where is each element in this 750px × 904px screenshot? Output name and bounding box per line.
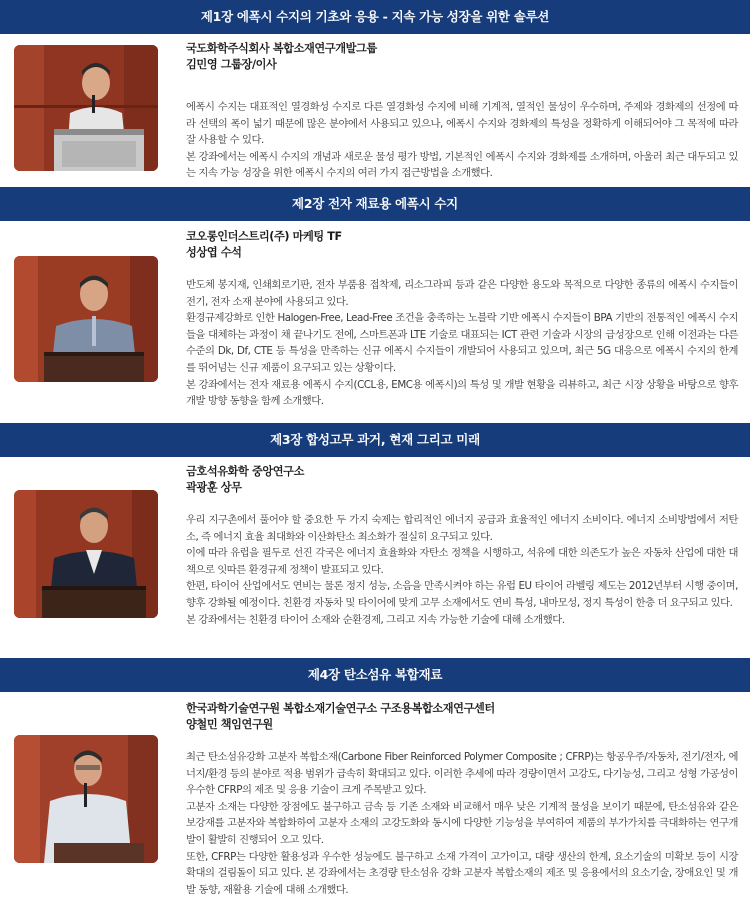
speaker-name: 곽광훈 상무 [186,481,242,494]
section-4-title: 제4장 탄소섬유 복합재료 [0,658,750,692]
paragraph: 본 강좌에서는 에폭시 수지의 개념과 새로운 물성 평가 방법, 기본적인 에폭시 수지와 경화제를 소개하며, 아울러 최근 대두되고 있는 지속 가능 성장을 위한 에폭시 수지의 여러 가지 접근방법을 소개했다. [186,150,738,180]
speaker-name: 양철민 책임연구원 [186,718,273,731]
paragraph: 우리 지구촌에서 풀어야 할 중요한 두 가지 숙제는 합리적인 에너지 공급과 효율적인 에너지 소비이다. 에너지 소비방법에서 저탄소, 즉 에너지 효율 최대화와 이산화탄소 최소화가 절실히 요구되고 있다. [186,514,738,543]
paragraph: 최근 탄소섬유강화 고분자 복합소재(Carbone Fiber Reinforced Polymer Composite ; CFRP)는 항공우주/자동차, 전기/전자, 에너지/환경 등의 분야로 적용 범위가 급속히 확대되고 있다. 이러한 추세에 따라 경량이면서 고강도, 다기능성, 그리고 성형 가공성이 우수한 CFRP의 제조 및 응용 기술이 크게 주목받고 있다. [186,751,738,797]
speaker-photo-3 [14,490,158,618]
speaker-photo-1 [14,45,158,171]
paragraph: 에폭시 수지는 대표적인 열경화성 수지로 다른 열경화성 수지에 비해 기계적, 열적인 물성이 우수하며, 주제와 경화제의 선정에 따라 선택의 폭이 넓기 때문에 많은 분야에서 사용되고 있으나, 에폭시 수지와 경화제의 특성을 정확하게 이해되어야 그 목적에 따라 잘 사용할 수 있다. [186,101,738,147]
speaker-photo-4 [14,735,158,863]
paragraph: 반도체 봉지재, 인쇄회로기판, 전자 부품용 접착제, 리소그라피 등과 같은 다양한 용도와 목적으로 다양한 종류의 에폭시 수지들이 전기, 전자 소재 분야에 사용되고 있다. [186,279,738,308]
paragraph: 한편, 타이어 산업에서도 연비는 물론 정지 성능, 소음을 만족시켜야 하는 유럽 EU 타이어 라벨링 제도는 2012년부터 시행 중이며, 향후 강화될 예정이다. 친환경 자동차 및 타이어에 맞게 고무 소재에서도 연비 특성, 내마모성, 정지 특성이 한층 더 요구되고 있다. [186,580,738,609]
paragraph: 본 강좌에서는 친환경 타이어 소재와 순환경제, 그리고 지속 가능한 기술에 대해 소개했다. [186,613,565,626]
section-3-title: 제3장 합성고무 과거, 현재 그리고 미래 [0,423,750,457]
paragraph: 이에 따라 유럽을 필두로 선진 각국은 에너지 효율화와 자탄소 정책을 시행하고, 석유에 대한 의존도가 높은 자동차 산업에 대한 대책으로 잇따른 환경규제 정책이 발표되고 있다. [186,547,738,576]
paragraph: 본 강좌에서는 전자 재료용 에폭시 수지(CCL용, EMC용 에폭시)의 특성 및 개발 현황을 리뷰하고, 최근 시장 상황을 바탕으로 향후 개발 방향 동향을 함께 소개했다. [186,378,738,408]
speaker-name: 성상엽 수석 [186,246,242,259]
organization: 금호석유화학 중앙연구소 [186,465,304,478]
organization: 국도화학주식회사 복합소재연구개발그룹 [186,42,377,55]
section-1-title: 제1장 에폭시 수지의 기초와 응용 - 지속 가능 성장을 위한 솔루션 [0,0,750,34]
paragraph: 고분자 소재는 다양한 장점에도 불구하고 금속 등 기존 소재와 비교해서 매우 낮은 기계적 물성을 보이기 때문에, 탄소섬유와 같은 보강재를 고분자와 복합화하여 고분자 소재의 고강도화와 동시에 다양한 기능성을 부여하여 제품의 부가가치를 극대화하는 연구개발이 활발히 진행되어 오고 있다. [186,800,738,846]
speaker-name: 김민영 그룹장/이사 [186,58,277,71]
speaker-photo-2 [14,256,158,382]
section-2-title: 제2장 전자 재료용 에폭시 수지 [0,187,750,221]
organization: 코오롱인더스트리(주) 마케팅 TF [186,230,342,243]
organization: 한국과학기술연구원 복합소재기술연구소 구조용복합소재연구센터 [186,702,495,715]
paragraph: 또한, CFRP는 다양한 활용성과 우수한 성능에도 불구하고 소재 가격이 고가이고, 대량 생산의 한계, 요소기술의 미확보 등이 시장 확대의 걸림돌이 되고 있다. 본 강좌에서는 초경량 탄소섬유 강화 고분자 복합소재의 제조 및 응용에서의 요소기술, 장애요인 및 개발 동향, 재활용 기술에 대해 소개했다. [186,850,738,896]
paragraph: 환경규제강화로 인한 Halogen-Free, Lead-Free 조건을 충족하는 노블락 기반 에폭시 수지들이 BPA 기반의 전통적인 에폭시 수지들을 대체하는 과정이 채 끝나기도 전에, 스마트폰과 LTE 기술로 대표되는 ICT 관련 기술과 시장의 급성장으로 인해 이전과는 다른 수준의 Dk, Df, CTE 등 특성을 만족하는 신규 에폭시 수지들이 개발되어 사용되고 있으며, 최근 5G 대응으로 에폭시 수지의 한계를 뛰어넘는 신규 제품이 요구되고 있는 상황이다. [186,312,738,374]
